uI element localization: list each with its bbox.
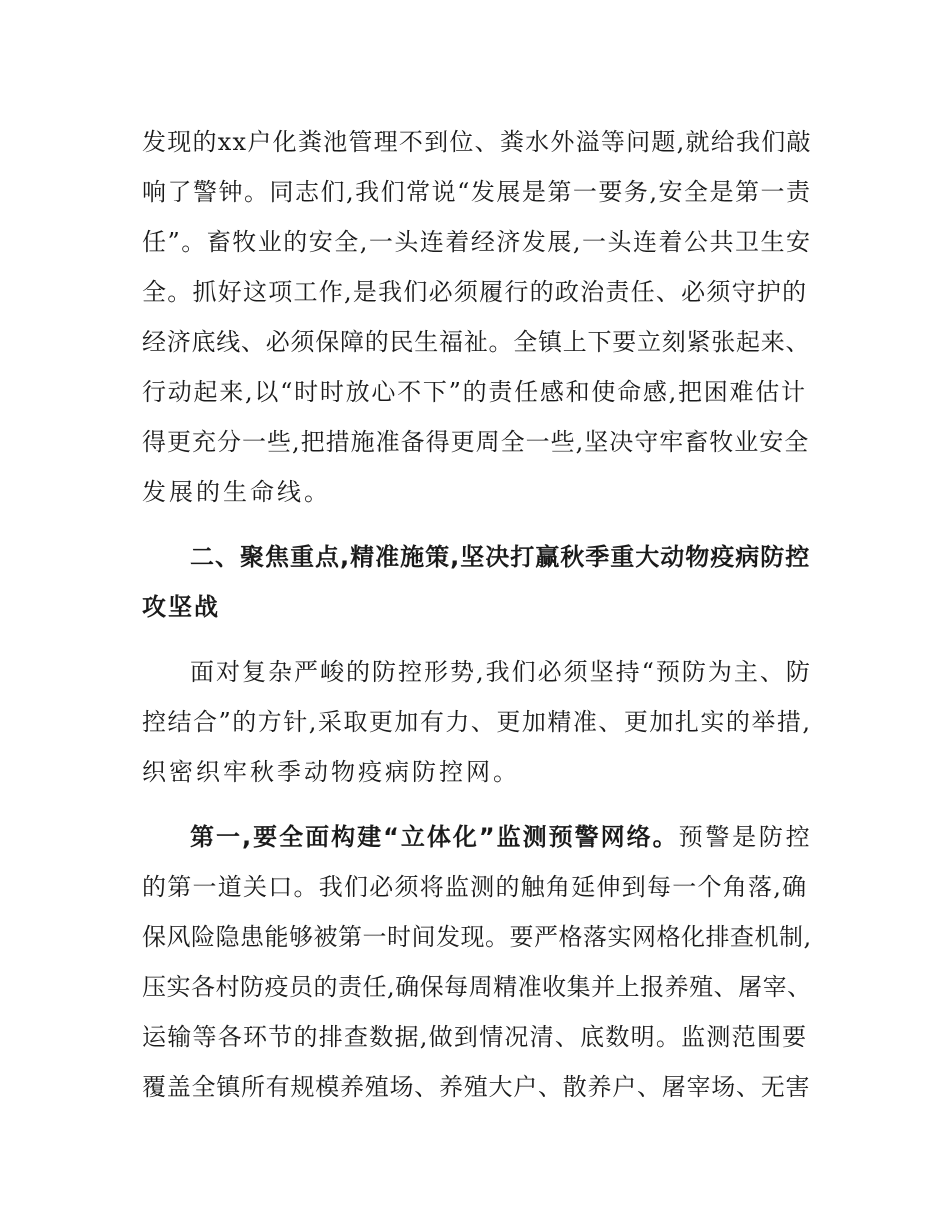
text-line: 控结合”的方针,采取更加有力、更加精准、更加扎实的举措, <box>142 708 812 736</box>
point-heading: 第一,要全面构建“立体化”监测预警网络。 <box>190 823 679 851</box>
text-line: 压实各村防疫员的责任,确保每周精准收集并上报养殖、屠宰、 <box>142 973 812 1001</box>
text-line <box>190 817 812 857</box>
text-line: 面对复杂严峻的防控形势,我们必须坚持“预防为主、防 <box>190 658 812 686</box>
text-line: 响了警钟。同志们,我们常说“发展是第一要务,安全是第一责 <box>142 178 812 206</box>
section-heading: 攻坚战 <box>142 593 220 621</box>
text-line: 得更充分一些,把措施准备得更周全一些,坚决守牢畜牧业安全 <box>142 428 810 456</box>
text-line: 发现的xx户化粪池管理不到位、粪水外溢等问题,就给我们敲 <box>142 128 812 156</box>
text-run: 预警是防控 <box>678 823 813 851</box>
text-line: 织密织牢秋季动物疫病防控网。 <box>142 758 520 786</box>
text-line: 保风险隐患能够被第一时间发现。要严格落实网格化排查机制, <box>142 923 812 951</box>
text-line: 任”。畜牧业的安全,一头连着经济发展,一头连着公共卫生安 <box>142 228 812 256</box>
text-line: 全。抓好这项工作,是我们必须履行的政治责任、必须守护的 <box>142 278 808 306</box>
section-heading: 二、聚焦重点,精准施策,坚决打赢秋季重大动物疫病防控 <box>190 543 811 571</box>
text-line: 行动起来,以“时时放心不下”的责任感和使命感,把困难估计 <box>142 378 807 406</box>
text-line: 运输等各环节的排查数据,做到情况清、底数明。监测范围要 <box>142 1023 808 1051</box>
text-line: 的第一道关口。我们必须将监测的触角延伸到每一个角落,确 <box>142 873 808 901</box>
text-line: 经济底线、必须保障的民生福祉。全镇上下要立刻紧张起来、 <box>142 328 811 356</box>
text-line: 覆盖全镇所有规模养殖场、养殖大户、散养户、屠宰场、无害 <box>142 1073 811 1101</box>
text-line: 发展的生命线。 <box>142 478 331 506</box>
